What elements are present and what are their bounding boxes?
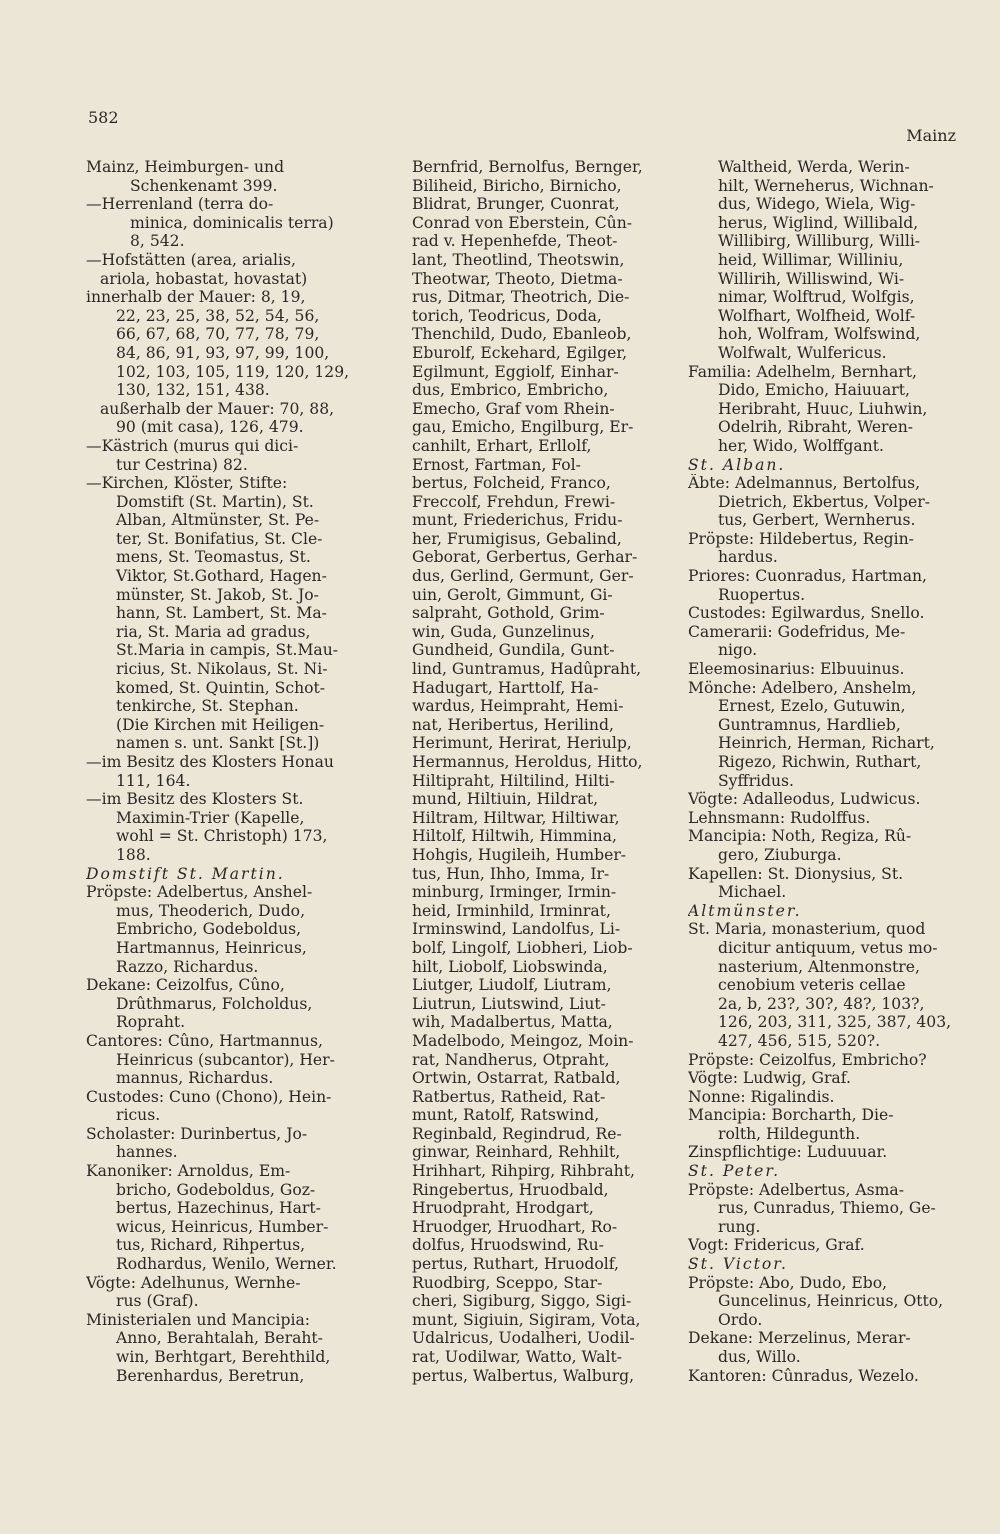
index-line: Guntramnus, Hardlieb, <box>718 715 901 734</box>
index-line: Camerarii: Godefridus, Me- <box>688 622 906 641</box>
index-line: Hruodger, Hruodhart, Ro- <box>412 1217 618 1236</box>
index-line: Thenchild, Dudo, Ebanleob, <box>412 325 632 344</box>
index-line: 188. <box>116 845 151 864</box>
index-line: 427, 456, 515, 520?. <box>718 1031 881 1050</box>
index-line: tenkirche, St. Stephan. <box>116 697 299 716</box>
index-line: Mancipia: Noth, Regiza, Rû- <box>688 827 912 846</box>
index-line: St.Maria in campis, St.Mau- <box>116 641 339 660</box>
index-line: Kapellen: St. Dionysius, St. <box>688 864 904 883</box>
index-line: gau, Emicho, Engilburg, Er- <box>412 418 634 437</box>
index-line: Pröpste: Adelbertus, Anshel- <box>86 883 313 902</box>
index-line: 2a, b, 23?, 30?, 48?, 103?, <box>718 994 925 1013</box>
index-line: Rigezo, Richwin, Ruthart, <box>718 753 922 771</box>
index-line: Hermannus, Heroldus, Hitto, <box>412 753 643 771</box>
index-line: dus, Widego, Wiela, Wig- <box>718 195 916 214</box>
index-line: 66, 67, 68, 70, 77, 78, 79, <box>116 325 320 344</box>
index-line: Dekane: Ceizolfus, Cûno, <box>86 976 285 995</box>
index-line: Udalricus, Uodalheri, Uodil- <box>412 1329 635 1348</box>
index-line: Egilmunt, Eggiolf, Einhar- <box>412 362 619 381</box>
index-line: Zinspflichtige: Luduuuar. <box>688 1143 888 1162</box>
index-line: Pröpste: Ceizolfus, Embricho? <box>688 1050 927 1069</box>
index-line: Heribraht, Huuc, Liuhwin, <box>718 399 928 418</box>
index-line: Blidrat, Brunger, Cuonrat, <box>412 195 620 214</box>
section-heading: Altmünster. <box>688 901 802 920</box>
index-line: wih, Madalbertus, Matta, <box>412 1013 613 1032</box>
index-line: —Hofstätten (area, arialis, <box>86 250 296 269</box>
index-line: Mainz, Heimburgen- und <box>86 158 285 176</box>
index-line: rad v. Hepenhefde, Theot- <box>412 232 618 251</box>
index-line: Äbte: Adelmannus, Bertolfus, <box>688 474 921 493</box>
index-line: hoh, Wolfram, Wolfswind, <box>718 325 921 344</box>
index-line: Reginbald, Regindrud, Re- <box>412 1124 622 1143</box>
index-line: munt, Ratolf, Ratswind, <box>412 1106 600 1125</box>
index-line: rus, Ditmar, Theotrich, Die- <box>412 288 630 307</box>
index-line: rolth, Hildegunth. <box>718 1124 861 1143</box>
index-column-left <box>86 158 378 1385</box>
index-line: torich, Teodricus, Doda, <box>412 306 602 325</box>
index-line: Ruodbirg, Sceppo, Star- <box>412 1273 603 1292</box>
index-line: minica, dominicalis terra) <box>130 213 334 232</box>
index-line: Mönche: Adelbero, Anshelm, <box>688 678 917 697</box>
index-column-right <box>688 158 960 1385</box>
index-line: hilt, Werneherus, Wichnan- <box>718 176 934 195</box>
index-line: Hiltipraht, Hiltilind, Hilti- <box>412 771 615 790</box>
index-line: Ringebertus, Hruodbald, <box>412 1180 609 1199</box>
index-line: Ortwin, Ostarrat, Ratbald, <box>412 1069 621 1088</box>
index-line: 102, 103, 105, 119, 120, 129, <box>116 362 350 381</box>
index-line: canhilt, Erhart, Erllolf, <box>412 436 592 455</box>
index-line: rung. <box>718 1217 761 1236</box>
index-line: ria, St. Maria ad gradus, <box>116 622 311 641</box>
index-line: tus, Hun, Ihho, Imma, Ir- <box>412 864 610 883</box>
index-line: Ernost, Fartman, Fol- <box>412 455 581 474</box>
index-line: win, Guda, Gunzelinus, <box>412 622 595 641</box>
index-line: heid, Willimar, Williniu, <box>718 250 904 269</box>
index-line: munt, Friederichus, Fridu- <box>412 511 623 530</box>
index-line: ricius, St. Nikolaus, St. Ni- <box>116 660 328 679</box>
index-line: Familia: Adelhelm, Bernhart, <box>688 362 917 381</box>
index-line: 90 (mit casa), 126, 479. <box>116 418 304 437</box>
index-line: Irminswind, Landolfus, Li- <box>412 920 621 939</box>
index-line: Pröpste: Adelbertus, Asma- <box>688 1180 904 1199</box>
index-line: cheri, Sigiburg, Siggo, Sigi- <box>412 1292 632 1311</box>
index-line: Guncelinus, Heinricus, Otto, <box>718 1292 944 1311</box>
index-line: —Kirchen, Klöster, Stifte: <box>86 474 288 493</box>
index-line: bertus, Hazechinus, Hart- <box>116 1199 321 1218</box>
index-line: Domstift (St. Martin), St. <box>116 492 314 511</box>
index-line: Waltheid, Werda, Werin- <box>718 158 910 176</box>
index-line: herus, Wiglind, Willibald, <box>718 213 919 232</box>
index-line: Vögte: Adelhunus, Wernhe- <box>86 1273 301 1292</box>
index-line: wardus, Heimpraht, Hemi- <box>412 697 624 716</box>
index-line: Vogt: Fridericus, Graf. <box>688 1236 865 1255</box>
index-line: rus, Cunradus, Thiemo, Ge- <box>718 1199 936 1218</box>
index-line: Maximin-Trier (Kapelle, <box>116 808 305 827</box>
index-line: cenobium veteris cellae <box>718 976 906 995</box>
index-column-middle <box>412 158 664 1385</box>
index-line: rat, Uodilwar, Watto, Walt- <box>412 1348 623 1366</box>
index-line: ricus. <box>116 1106 161 1125</box>
index-line: hannes. <box>116 1143 178 1162</box>
index-line: her, Wido, Wolffgant. <box>718 436 884 455</box>
index-line: Mancipia: Borcharth, Die- <box>688 1106 894 1125</box>
index-line: Odelrih, Ribraht, Weren- <box>718 418 914 437</box>
index-line: Custodes: Egilwardus, Snello. <box>688 604 925 623</box>
index-line: Syffridus. <box>718 771 794 790</box>
index-line: Scholaster: Durinbertus, Jo- <box>86 1124 308 1143</box>
index-line: bricho, Godeboldus, Goz- <box>116 1180 316 1199</box>
index-line: Heinrich, Herman, Richart, <box>718 734 935 753</box>
index-line: Eleemosinarius: Elbuuinus. <box>688 660 905 679</box>
index-line: —im Besitz des Klosters Honau <box>86 753 334 771</box>
index-line: Custodes: Cuno (Chono), Hein- <box>86 1087 332 1106</box>
index-line: nigo. <box>718 641 758 660</box>
index-line: hilt, Liobolf, Liobswinda, <box>412 957 608 976</box>
index-line: rat, Nandherus, Otpraht, <box>412 1050 610 1069</box>
index-line: Vögte: Ludwig, Graf. <box>688 1069 851 1088</box>
index-line: St. Maria, monasterium, quod <box>688 920 926 939</box>
index-line: Hiltram, Hiltwar, Hiltiwar, <box>412 808 620 827</box>
index-line: mannus, Richardus. <box>116 1069 274 1088</box>
index-line: Vögte: Adalleodus, Ludwicus. <box>688 790 921 809</box>
index-line: ginwar, Reinhard, Rehhilt, <box>412 1143 621 1162</box>
index-line: namen s. unt. Sankt [St.]) <box>116 734 320 753</box>
index-line: Kantoren: Cûnradus, Wezelo. <box>688 1366 919 1385</box>
index-line: mens, St. Teomastus, St. <box>116 548 311 567</box>
index-line: Anno, Berahtalah, Beraht- <box>116 1329 323 1348</box>
index-line: win, Berhtgart, Berehthild, <box>116 1348 331 1366</box>
index-line: mus, Theoderich, Dudo, <box>116 901 306 920</box>
index-line: Bernfrid, Bernolfus, Bernger, <box>412 158 643 176</box>
index-line: Madelbodo, Meingoz, Moin- <box>412 1031 634 1050</box>
index-line: Viktor, St.Gothard, Hagen- <box>116 567 327 586</box>
index-line: salpraht, Gothold, Grim- <box>412 604 605 623</box>
index-line: Ernest, Ezelo, Gutuwin, <box>718 697 906 716</box>
running-head: Mainz <box>906 126 956 145</box>
index-line: Liutger, Liudolf, Liutram, <box>412 976 612 995</box>
index-line: münster, St. Jakob, St. Jo- <box>116 585 319 604</box>
index-line: munt, Sigiuin, Sigiram, Vota, <box>412 1310 641 1329</box>
index-line: Hohgis, Hugileih, Humber- <box>412 845 627 864</box>
index-line: tur Cestrina) 82. <box>116 455 248 474</box>
section-heading: St. Victor. <box>688 1255 788 1274</box>
section-heading: St. Peter. <box>688 1162 781 1181</box>
index-line: Dido, Emicho, Haiuuart, <box>718 381 910 400</box>
index-line: wohl = St. Christoph) 173, <box>116 827 328 846</box>
index-line: Willibirg, Williburg, Willi- <box>718 232 921 251</box>
index-line: außerhalb der Mauer: 70, 88, <box>100 399 335 418</box>
index-line: Geborat, Gerbertus, Gerhar- <box>412 548 638 567</box>
index-line: rus (Graf). <box>116 1292 199 1311</box>
index-line: ter, St. Bonifatius, St. Cle- <box>116 529 323 548</box>
index-line: her, Frumigisus, Gebalind, <box>412 529 622 548</box>
index-line: bertus, Folcheid, Franco, <box>412 474 611 493</box>
index-line: (Die Kirchen mit Heiligen- <box>116 715 325 734</box>
index-line: dus, Willo. <box>718 1348 801 1366</box>
index-line: Ruopertus. <box>718 585 806 604</box>
section-heading: St. Alban. <box>688 455 786 474</box>
index-line: dolfus, Hruodswind, Ru- <box>412 1236 604 1255</box>
index-line: Nonne: Rigalindis. <box>688 1087 835 1106</box>
index-line: Schenkenamt 399. <box>130 176 278 195</box>
index-line: dus, Gerlind, Germunt, Ger- <box>412 567 634 586</box>
index-line: Hruodpraht, Hrodgart, <box>412 1199 594 1218</box>
index-line: nimar, Wolftrud, Wolfgis, <box>718 288 915 307</box>
index-line: Hartmannus, Heinricus, <box>116 938 307 957</box>
index-line: Biliheid, Biricho, Birnicho, <box>412 176 622 195</box>
index-line: Willirih, Williswind, Wi- <box>718 269 905 288</box>
index-line: Ministerialen und Mancipia: <box>86 1310 311 1329</box>
index-line: Emecho, Graf vom Rhein- <box>412 399 615 418</box>
index-line: uin, Gerolt, Gimmunt, Gi- <box>412 585 613 604</box>
index-line: Freccolf, Frehdun, Frewi- <box>412 492 616 511</box>
index-line: komed, St. Quintin, Schot- <box>116 678 326 697</box>
index-line: pertus, Ruthart, Hruodolf, <box>412 1255 619 1274</box>
index-line: Berenhardus, Beretrun, <box>116 1366 305 1385</box>
index-line: dicitur antiquum, vetus mo- <box>718 938 938 957</box>
index-line: —Herrenland (terra do- <box>86 195 274 214</box>
index-line: 84, 86, 91, 93, 97, 99, 100, <box>116 343 330 362</box>
index-line: wicus, Heinricus, Humber- <box>116 1217 329 1236</box>
index-line: lind, Guntramus, Hadûpraht, <box>412 660 642 679</box>
index-line: mund, Hiltiuin, Hildrat, <box>412 790 599 809</box>
index-line: Heinricus (subcantor), Her- <box>116 1050 335 1069</box>
index-line: Razzo, Richardus. <box>116 957 259 976</box>
index-line: —im Besitz des Klosters St. <box>86 790 304 809</box>
index-line: Eburolf, Eckehard, Egilger, <box>412 343 628 362</box>
index-line: hann, St. Lambert, St. Ma- <box>116 604 327 623</box>
index-line: pertus, Walbertus, Walburg, <box>412 1366 635 1385</box>
index-line: minburg, Irminger, Irmin- <box>412 883 617 902</box>
index-line: Kanoniker: Arnoldus, Em- <box>86 1162 291 1181</box>
index-line: Michael. <box>718 883 787 902</box>
index-line: Rodhardus, Wenilo, Werner. <box>116 1255 337 1274</box>
index-line: tus, Gerbert, Wernherus. <box>718 511 916 530</box>
index-line: Hrihhart, Rihpirg, Rihbraht, <box>412 1162 635 1181</box>
index-line: bolf, Lingolf, Liobheri, Liob- <box>412 938 633 957</box>
index-line: Herimunt, Herirat, Heriulp, <box>412 734 632 753</box>
index-line: Ratbertus, Ratheid, Rat- <box>412 1087 606 1106</box>
index-line: tus, Richard, Rihpertus, <box>116 1236 306 1255</box>
index-line: 111, 164. <box>116 771 191 790</box>
index-line: Priores: Cuonradus, Hartman, <box>688 567 928 586</box>
index-line: gero, Ziuburga. <box>718 845 842 864</box>
index-line: Lehnsmann: Rudolffus. <box>688 808 871 827</box>
index-line: Wolfwalt, Wulfericus. <box>718 343 887 362</box>
index-line: Hiltolf, Hiltwih, Himmina, <box>412 827 617 846</box>
index-line: Liutrun, Liutswind, Liut- <box>412 994 606 1013</box>
index-line: innerhalb der Mauer: 8, 19, <box>86 288 306 307</box>
index-line: Gundheid, Gundila, Gunt- <box>412 641 615 660</box>
index-line: Cantores: Cûno, Hartmannus, <box>86 1031 323 1050</box>
index-line: 8, 542. <box>130 232 185 251</box>
index-line: nat, Heribertus, Herilind, <box>412 715 614 734</box>
index-line: Ropraht. <box>116 1013 186 1032</box>
index-line: Pröpste: Hildebertus, Regin- <box>688 529 914 548</box>
index-line: Drûthmarus, Folcholdus, <box>116 994 313 1013</box>
index-line: Wolfhart, Wolfheid, Wolf- <box>718 306 916 325</box>
section-heading: Domstift St. Martin. <box>86 864 285 883</box>
index-line: 126, 203, 311, 325, 387, 403, <box>718 1013 952 1032</box>
index-line: nasterium, Altenmonstre, <box>718 957 920 976</box>
index-line: dus, Embrico, Embricho, <box>412 381 609 400</box>
index-line: lant, Theotlind, Theotswin, <box>412 250 625 269</box>
index-line: 130, 132, 151, 438. <box>116 381 270 400</box>
index-line: Theotwar, Theoto, Dietma- <box>412 269 623 288</box>
page-number: 582 <box>88 108 119 127</box>
index-line: Pröpste: Abo, Dudo, Ebo, <box>688 1273 888 1292</box>
index-line: heid, Irminhild, Irminrat, <box>412 901 611 920</box>
index-line: 22, 23, 25, 38, 52, 54, 56, <box>116 306 320 325</box>
index-line: Embricho, Godeboldus, <box>116 920 302 939</box>
index-line: Alban, Altmünster, St. Pe- <box>116 511 320 530</box>
index-line: Hadugart, Harttolf, Ha- <box>412 678 599 697</box>
index-line: Dekane: Merzelinus, Merar- <box>688 1329 911 1348</box>
index-line: ariola, hobastat, hovastat) <box>100 269 308 288</box>
index-line: Conrad von Eberstein, Cûn- <box>412 213 633 232</box>
index-line: Ordo. <box>718 1310 763 1329</box>
index-line: —Kästrich (murus qui dici- <box>86 436 299 455</box>
index-line: Dietrich, Ekbertus, Volper- <box>718 492 930 511</box>
index-line: hardus. <box>718 548 778 567</box>
